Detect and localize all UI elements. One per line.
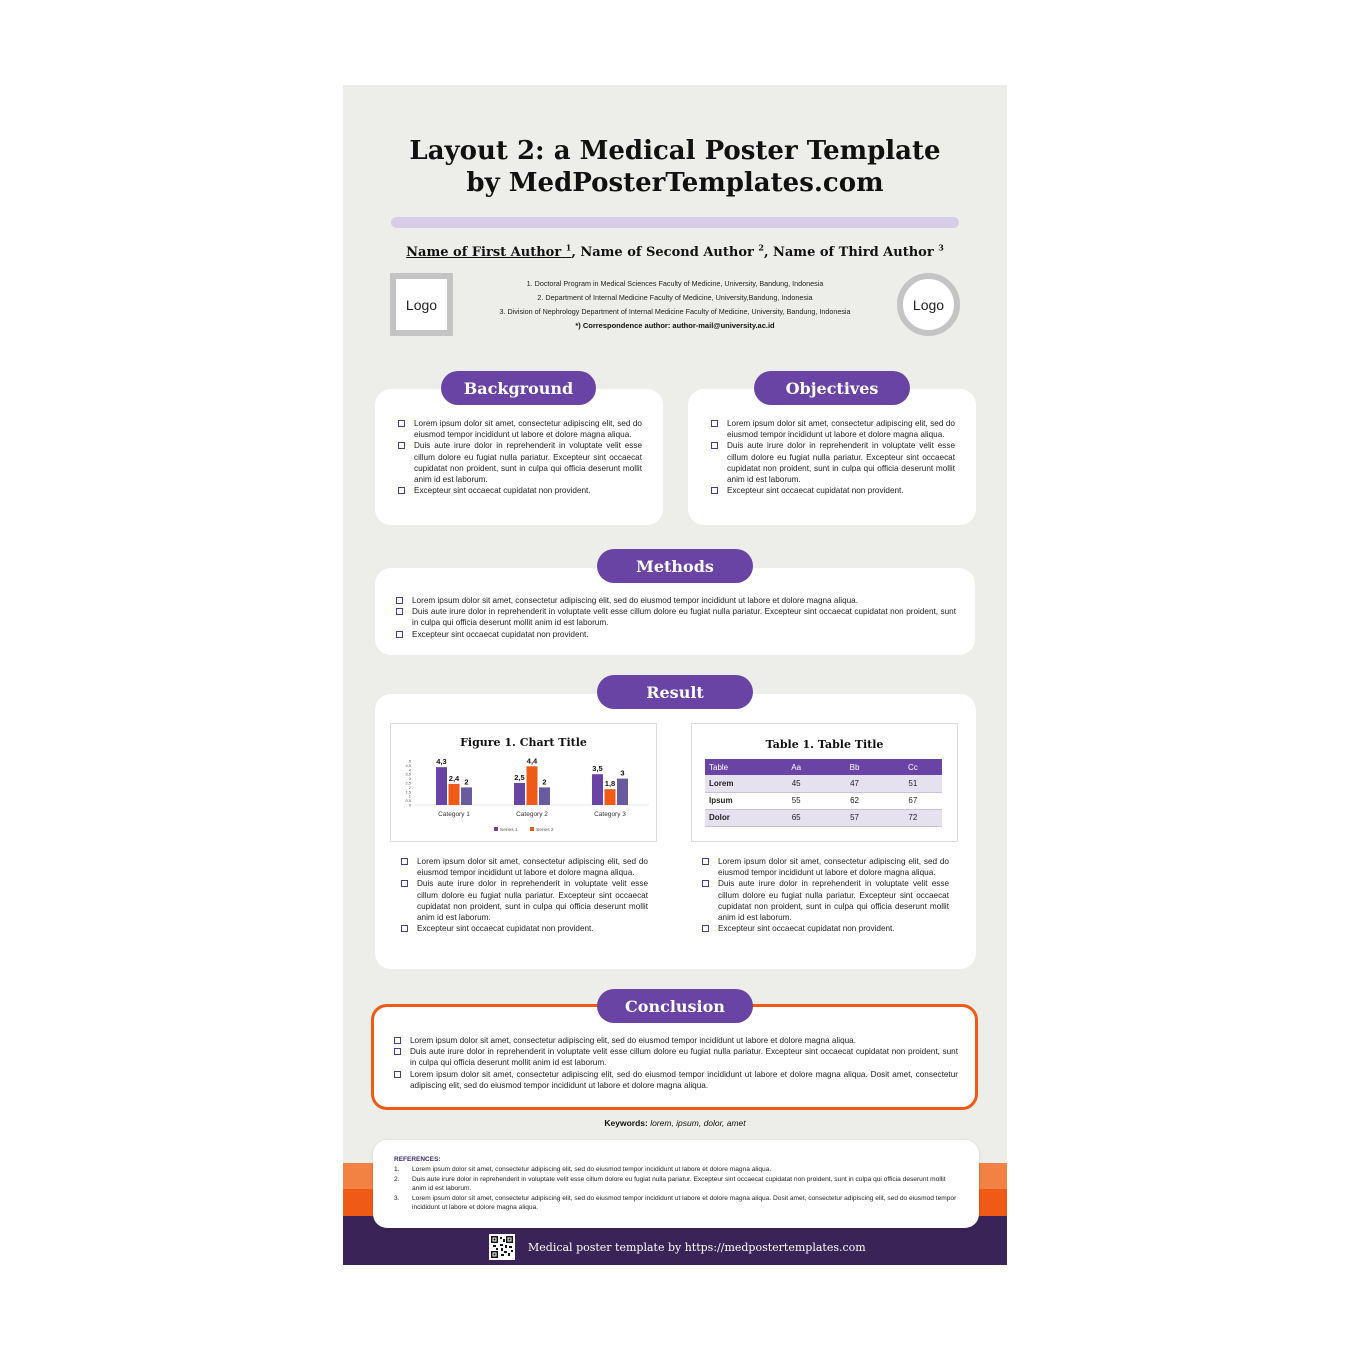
bar-data-label: 4,3 [436, 757, 447, 767]
affiliations [463, 277, 887, 319]
references-card [373, 1140, 979, 1228]
table-header: Cc [884, 759, 942, 775]
list-item: Lorem ipsum dolor sit amet, consectetur adipiscing elit, sed do eiusmod tempor incididunt ut labore et dolore magna aliqua. [394, 595, 956, 606]
y-tick-label: 3,5 [405, 771, 411, 777]
list-item: Lorem ipsum dolor sit amet, consectetur adipiscing elit, sed do eiusmod tempor incididunt ut labore et dolore magna aliqua. [700, 856, 949, 878]
table-header: Table [705, 759, 767, 775]
y-tick-label: 0 [408, 802, 411, 808]
references-list [394, 1165, 960, 1213]
data-table [705, 759, 942, 827]
table-header: Aa [767, 759, 825, 775]
list-item: Lorem ipsum dolor sit amet, consectetur adipiscing elit, sed do eiusmod tempor incididunt ut labore et dolore magna aliqua. [709, 418, 955, 440]
list-item: Duis aute irure dolor in reprehenderit in voluptate velit esse cillum dolore eu fugiat nulla pariatur. Excepteur sint occaecat cupidatat non proident, sunt in culpa qui officia deserunt mollit anim id est laborum. [394, 606, 956, 628]
qr-code-icon [489, 1234, 515, 1260]
title-line-2: by MedPosterTemplates.com [466, 168, 884, 198]
conclusion-heading: Conclusion [597, 989, 753, 1023]
first-author: Name of First Author $^1$ [406, 243, 572, 261]
footer-text: Medical poster template by https://medpostertemplates.com [528, 1241, 866, 1254]
keywords [343, 1118, 1007, 1128]
affiliation-2: 2. Department of Internal Medicine Faculty of Medicine, University,Bandung, Indonesia [537, 293, 813, 302]
y-tick-label: 2,5 [405, 780, 411, 786]
legend-label: Series 2 [536, 828, 554, 833]
figure-box [390, 723, 657, 842]
result-right-list [700, 856, 949, 934]
objectives-heading: Objectives [754, 371, 910, 405]
background-list [396, 418, 642, 496]
bar-data-label: 2 [542, 777, 547, 787]
chart-bar [461, 787, 472, 805]
table-cell: 51 [884, 775, 942, 792]
list-item: Excepteur sint occaecat cupidatat non provident. [399, 923, 648, 934]
table-cell: 45 [767, 775, 825, 792]
conclusion-list [392, 1035, 958, 1091]
bar-data-label: 1,8 [604, 779, 616, 789]
objectives-list [709, 418, 955, 496]
table-title: Table 1. Table Title [765, 738, 884, 751]
table-cell: Ipsum [705, 792, 767, 809]
chart-bar [617, 779, 628, 805]
chart-bar [514, 783, 525, 805]
legend-swatch [494, 827, 498, 831]
title-divider [391, 217, 959, 228]
keywords-label: Keywords: [604, 1118, 648, 1128]
x-tick-label: Category 2 [516, 811, 548, 818]
table-header-row [705, 759, 942, 775]
chart-bar [539, 787, 550, 805]
methods-list [394, 595, 956, 640]
table-cell: 65 [767, 809, 825, 826]
bar-chart [391, 724, 656, 841]
list-item: Duis aute irure dolor in reprehenderit in voluptate velit esse cillum dolore eu fugiat nulla pariatur. Excepteur sint occaecat cupidatat non proident, sunt in culpa qui officia deserunt mollit anim id est laborum. [399, 878, 648, 923]
bar-data-label: 2 [464, 777, 469, 787]
background-heading: Background [441, 371, 596, 405]
legend-label: Series 1 [500, 828, 518, 833]
poster-title [343, 135, 1007, 199]
table-cell: 67 [884, 792, 942, 809]
bar-data-label: 3,5 [592, 764, 603, 774]
chart-bar [436, 767, 447, 805]
list-item: Lorem ipsum dolor sit amet, consectetur adipiscing elit, sed do eiusmod tempor incididunt ut labore et dolore magna aliqua. [396, 418, 642, 440]
logo-left: Logo [390, 273, 453, 336]
bar-data-label: 4,4 [526, 756, 538, 766]
y-tick-label: 1,5 [405, 789, 411, 795]
table-cell: Dolor [705, 809, 767, 826]
reference-item: 3. Lorem ipsum dolor sit amet, consectetur adipiscing elit, sed do eiusmod tempor incididunt ut labore et dolore magna aliqua. Dosit amet, consectetur adipiscing elit, sed do eiusmod tempor incididunt ut labore et dolore magna aliqua. [394, 1194, 957, 1211]
second-author: , Name of Second Author $^2$ [571, 243, 764, 261]
reference-item: 1. Lorem ipsum dolor sit amet, consectetur adipiscing elit, sed do eiusmod tempor incididunt ut labore et dolore magna aliqua. [394, 1166, 772, 1173]
result-left-list [399, 856, 648, 934]
bar-data-label: 2,5 [514, 773, 525, 782]
list-item: Duis aute irure dolor in reprehenderit in voluptate velit esse cillum dolore eu fugiat nulla pariatur. Excepteur sint occaecat cupidatat non proident, sunt in culpa qui officia deserunt mollit anim id est laborum. [709, 440, 955, 485]
x-tick-label: Category 1 [438, 811, 470, 818]
bar-data-label: 2,4 [448, 773, 460, 783]
result-card [375, 694, 976, 969]
y-tick-label: 5 [408, 758, 411, 764]
logo-right: Logo [897, 273, 960, 336]
list-item: Excepteur sint occaecat cupidatat non provident. [709, 485, 955, 496]
table-box [691, 723, 958, 842]
y-tick-label: 1 [408, 793, 411, 799]
objectives-card [688, 389, 976, 525]
background-card [375, 389, 663, 525]
legend-swatch [530, 827, 534, 831]
chart-bar [592, 774, 603, 805]
author-line [343, 243, 1007, 260]
table-cell: Lorem [705, 775, 767, 792]
reference-item: 2. Duis aute irure dolor in reprehenderit in voluptate velit esse cillum dolore eu fugiat nulla pariatur. Excepteur sint occaecat cupidatat non proident, sunt in culpa qui officia deserunt mollit anim id est laborum. [394, 1175, 946, 1192]
chart-bar [527, 766, 538, 805]
list-item: Duis aute irure dolor in reprehenderit in voluptate velit esse cillum dolore eu fugiat nulla pariatur. Excepteur sint occaecat cupidatat non proident, sunt in culpa qui officia deserunt mollit anim id est laborum. [396, 440, 642, 485]
x-tick-label: Category 3 [594, 811, 626, 818]
affiliation-1: 1. Doctoral Program in Medical Sciences Faculty of Medicine, University, Bandung, Indonesia [526, 279, 824, 288]
title-line-1: Layout 2: a Medical Poster Template [409, 136, 941, 166]
list-item: Excepteur sint occaecat cupidatat non provident. [700, 923, 949, 934]
list-item: Lorem ipsum dolor sit amet, consectetur adipiscing elit, sed do eiusmod tempor incididunt ut labore et dolore magna aliqua. [399, 856, 648, 878]
methods-heading: Methods [597, 549, 753, 583]
chart-title: Figure 1. Chart Title [460, 736, 587, 749]
table-cell: 62 [825, 792, 883, 809]
list-item: Lorem ipsum dolor sit amet, consectetur adipiscing elit, sed do eiusmod tempor incididunt ut labore et dolore magna aliqua. [392, 1035, 958, 1046]
table-header: Bb [825, 759, 883, 775]
list-item: Lorem ipsum dolor sit amet, consectetur adipiscing elit, sed do eiusmod tempor incididunt ut labore et dolore magna aliqua. Dosit amet, consectetur adipiscing elit, sed do eiusmod tempor incididunt ut labore et dolore magna aliqua. [392, 1069, 958, 1091]
table-cell: 72 [884, 809, 942, 826]
table-row [705, 792, 942, 809]
table-row [705, 775, 942, 792]
affiliation-3: 3. Division of Nephrology Department of Internal Medicine Faculty of Medicine, University, Bandung, Indonesia [499, 307, 851, 316]
y-tick-label: 2 [408, 784, 411, 790]
third-author: , Name of Third Author $^3$ [763, 243, 944, 261]
list-item: Duis aute irure dolor in reprehenderit in voluptate velit esse cillum dolore eu fugiat nulla pariatur. Excepteur sint occaecat cupidatat non proident, sunt in culpa qui officia deserunt mollit anim id est laborum. [700, 878, 949, 923]
chart-bar [449, 784, 460, 805]
y-tick-label: 3 [408, 776, 411, 782]
y-tick-label: 4,5 [405, 762, 411, 768]
poster [343, 85, 1007, 1265]
correspondence: *) Correspondence author: author-mail@university.ac.id [575, 321, 775, 330]
list-item: Excepteur sint occaecat cupidatat non provident. [396, 485, 642, 496]
keywords-value: lorem, ipsum, dolor, amet [647, 1118, 746, 1128]
table-row [705, 809, 942, 826]
result-heading: Result [597, 675, 753, 709]
table-cell: 57 [825, 809, 883, 826]
bar-data-label: 3 [620, 768, 625, 778]
list-item: Excepteur sint occaecat cupidatat non provident. [394, 629, 956, 640]
references-heading: REFERENCES: [394, 1156, 441, 1163]
chart-bar [605, 789, 616, 805]
table-cell: 55 [767, 792, 825, 809]
y-tick-label: 0,5 [405, 798, 411, 804]
table-cell: 47 [825, 775, 883, 792]
list-item: Duis aute irure dolor in reprehenderit in voluptate velit esse cillum dolore eu fugiat nulla pariatur. Excepteur sint occaecat cupidatat non proident, sunt in culpa qui officia deserunt mollit anim id est laborum. [392, 1046, 958, 1068]
y-tick-label: 4 [408, 767, 411, 773]
